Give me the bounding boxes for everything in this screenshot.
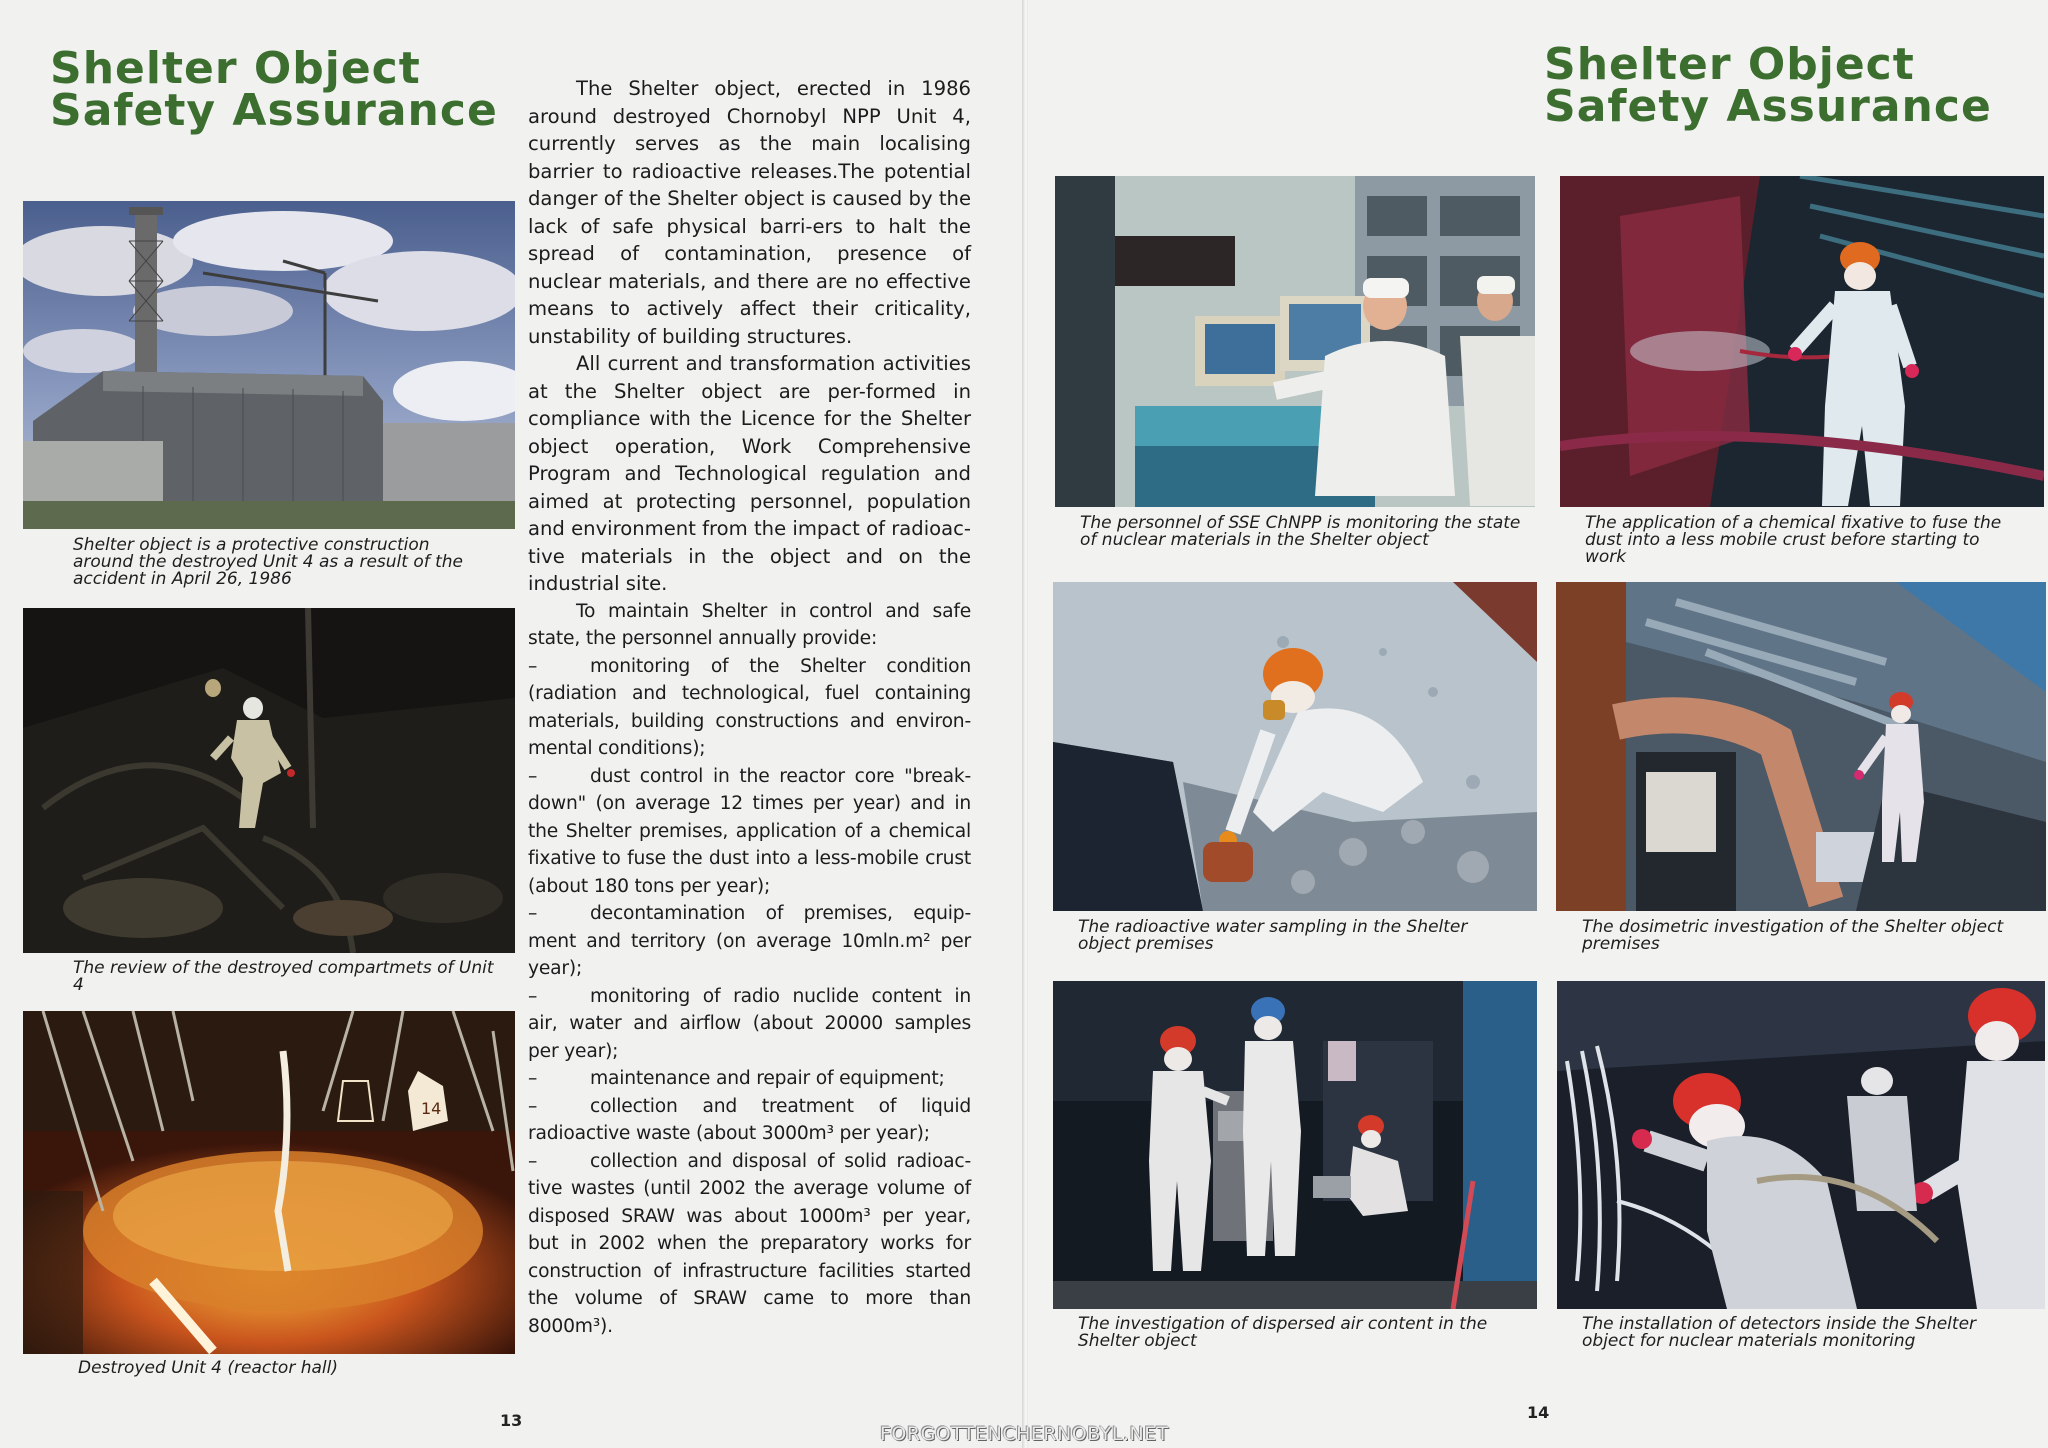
photo-shelter-exterior <box>23 201 515 529</box>
page-number-right: 14 <box>1527 1403 1550 1422</box>
activities-list <box>528 653 971 1341</box>
watermark: FORGOTTENCHERNOBYL.NET <box>880 1423 1169 1445</box>
photo-control-room <box>1055 176 1535 507</box>
photo-air-content-investigation <box>1053 981 1537 1309</box>
photo-reactor-hall <box>23 1011 515 1354</box>
left-page-title <box>50 43 498 136</box>
title-line-2: Safety Assurance <box>1544 81 1992 132</box>
right-page-title <box>1544 39 1992 132</box>
photo-fixative-application <box>1560 176 2044 507</box>
photo-dosimetric-investigation <box>1556 582 2046 911</box>
right-page <box>1028 0 2048 1448</box>
caption-air-content-investigation: The investigation of dispersed air content in the Shelter object <box>1078 1314 1488 1351</box>
list-item: – maintenance and repair of equipment; <box>528 1068 945 1089</box>
list-item: – monitoring of the Shelter condition (radiation and technological, fuel containing materials, building constructions and environ-mental conditions); <box>528 655 971 759</box>
caption-control-room: The personnel of SSE ChNPP is monitoring the state of nuclear materials in the Shelter object <box>1080 513 1521 550</box>
caption-reactor-hall: Destroyed Unit 4 (reactor hall) <box>78 1358 338 1378</box>
paragraph-1: The Shelter object, erected in 1986 around destroyed Chornobyl NPP Unit 4, currently serves as the main localising barrier to radioactive releases.The potential danger of the Shelter object is caused by the lack of safe physical barri-ers to halt the spread of contamination, presence of nuclear materials, and there are no effective means to actively affect their criticality, unstability of building structures. <box>528 77 971 348</box>
title-line-2: Safety Assurance <box>50 85 498 136</box>
list-item: – monitoring of radio nuclide content in air, water and airflow (about 20000 samples per year); <box>528 985 971 1062</box>
paragraph-2: All current and transformation activities at the Shelter object are per-formed in compliance with the Licence for the Shelter object operation, Work Comprehensive Program and Technological regulation and aimed at protecting personnel, population and environment from the impact of radioac-tive materials in the object and on the industrial site. <box>528 352 971 595</box>
caption-destroyed-compartments: The review of the destroyed compartmets of Unit 4 <box>73 958 494 995</box>
list-item: – collection and treatment of liquid radioactive waste (about 3000m³ per year); <box>528 1095 971 1144</box>
caption-fixative-application: The application of a chemical fixative to fuse the dust into a less mobile crust before starting to work <box>1585 513 2002 567</box>
caption-detector-installation: The installation of detectors inside the Shelter object for nuclear materials monitoring <box>1582 1314 1977 1351</box>
page-number-left: 13 <box>500 1411 523 1430</box>
body-text <box>528 75 971 1340</box>
caption-water-sampling: The radioactive water sampling in the Shelter object premises <box>1078 917 1468 954</box>
list-item: – decontamination of premises, equip-ment and territory (on average 10mln.m² per year); <box>528 903 971 979</box>
caption-shelter-exterior: Shelter object is a protective construction around the destroyed Unit 4 as a result of the accident in April 26, 1986 <box>73 535 464 589</box>
caption-dosimetric-investigation: The dosimetric investigation of the Shelter object premises <box>1582 917 2004 954</box>
photo-water-sampling <box>1053 582 1537 911</box>
photo-destroyed-compartments <box>23 608 515 953</box>
paragraph-3: To maintain Shelter in control and safe state, the personnel annually provide: <box>528 600 971 649</box>
list-item: – collection and disposal of solid radioac-tive wastes (until 2002 the average volume of disposed SRAW was about 1000m³ per year, but in 2002 when the preparatory works for construction of infrastructure facilities started the volume of SRAW came to more than 8000m³). <box>528 1150 971 1337</box>
photo-detector-installation <box>1557 981 2045 1309</box>
svg-text:14: 14 <box>421 1099 442 1118</box>
list-item: – dust control in the reactor core "break-down" (on average 12 times per year) and in the Shelter premises, application of a chemical fixative to fuse the dust into a less-mobile crust (about 180 tons per year); <box>528 765 971 897</box>
title-line-1: Shelter Object <box>1544 39 1915 90</box>
title-line-1: Shelter Object <box>50 43 421 94</box>
